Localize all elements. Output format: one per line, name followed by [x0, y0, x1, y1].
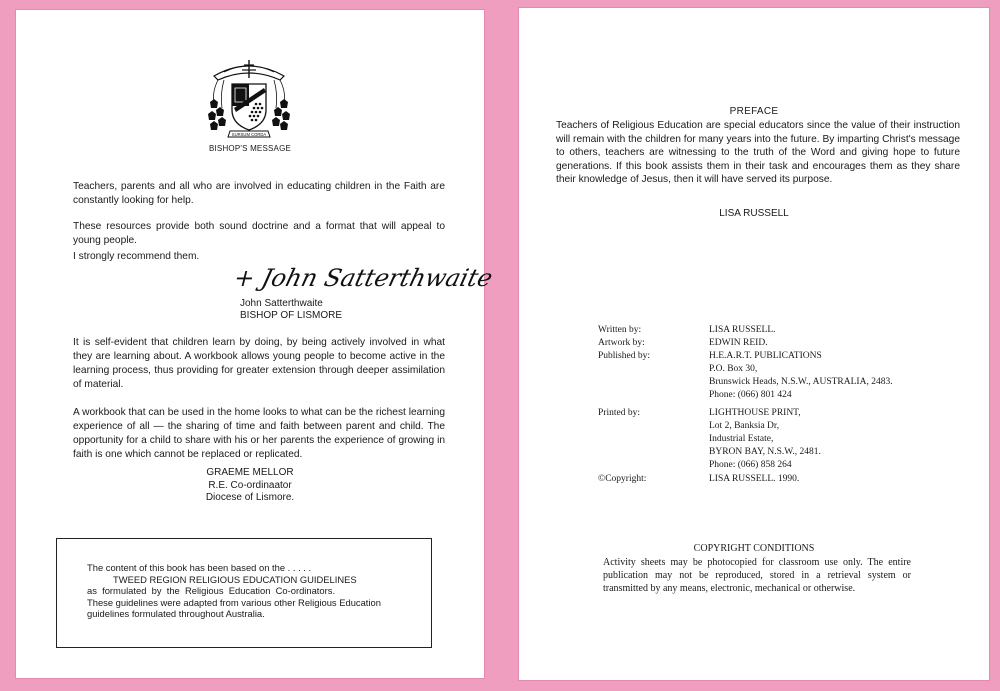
- printed-by-label: Printed by:: [598, 408, 640, 418]
- bishop-paragraph-1: Teachers, parents and all who are involved in educating children in the Faith are constantly looking for help.: [73, 181, 445, 206]
- copyright-conditions-text: Activity sheets may be photocopied for classroom use only. The entire publication may not be reproduced, stored in a retrieval system or transmitted by any means, electronic, mechanical or otherwise.: [603, 557, 911, 594]
- artwork-by-label: Artwork by:: [598, 338, 645, 348]
- printer-line-2: Lot 2, Banksia Dr,: [709, 421, 780, 431]
- signature-script: + John Satterthwaite: [231, 263, 496, 292]
- guidelines-line-4: These guidelines were adapted from various other Religious Education: [87, 596, 381, 608]
- guidelines-box: [56, 538, 432, 648]
- preface-heading: PREFACE: [729, 106, 779, 117]
- episcopal-crest-icon: [204, 58, 294, 140]
- coordinator-paragraph-1: It is self-evident that children learn by doing, by being actively involved in what they are learning about. A workbook allows young people to become active in the learning process, thus providing for greater extension through deeper assimilation of material.: [73, 337, 445, 390]
- preface-author: LISA RUSSELL: [719, 208, 789, 219]
- guidelines-line-5: guidelines formulated throughout Australia.: [87, 608, 265, 619]
- printer-line-4: BYRON BAY, N.S.W., 2481.: [709, 447, 821, 457]
- bishop-signature: [231, 256, 496, 296]
- publisher-line-2: P.O. Box 30,: [709, 364, 758, 374]
- guidelines-line-3: as formulated by the Religious Education Co-ordinators.: [87, 585, 336, 596]
- bishop-name: John Satterthwaite: [240, 298, 323, 309]
- printer-line-1: LIGHTHOUSE PRINT,: [709, 408, 801, 418]
- crest-motto: SURSUM CORDA: [231, 132, 267, 137]
- left-page: [16, 10, 496, 678]
- published-by-label: Published by:: [598, 351, 650, 361]
- preface-text: Teachers of Religious Education are special educators since the value of their instruction will remain with the children for many years into the future. By imparting Christ's message to others, teachers are witnessing to the truth of the Word and giving hope to future generations. If this book assists them in their task and encourages them as they share their knowledge of Jesus, then it will have served its purpose.: [556, 120, 960, 185]
- guidelines-title: TWEED REGION RELIGIOUS EDUCATION GUIDELINES: [113, 573, 357, 585]
- copyright-conditions-heading: COPYRIGHT CONDITIONS: [693, 543, 815, 554]
- bishop-paragraph-3: I strongly recommend them.: [73, 251, 200, 262]
- copyright-label: ©Copyright:: [598, 474, 647, 484]
- coordinator-paragraph-2: A workbook that can be used in the home looks to what can be the richest learning experience of all — the sharing of time and faith between parent and child. The opportunity for a child to share with his or her parents the experience of growing in faith is one which cannot be replaced or replicated.: [73, 407, 445, 460]
- coordinator-diocese: Diocese of Lismore.: [205, 492, 295, 503]
- guidelines-line-1: The content of this book has been based on the . . . . .: [87, 562, 312, 573]
- coordinator-name: GRAEME MELLOR: [206, 467, 294, 478]
- coordinator-role: R.E. Co-ordinaator: [208, 479, 292, 491]
- publisher-line-1: H.E.A.R.T. PUBLICATIONS: [709, 351, 822, 361]
- written-by-value: LISA RUSSELL.: [709, 325, 776, 335]
- publisher-line-3: Brunswick Heads, N.S.W., AUSTRALIA, 2483.: [709, 377, 893, 387]
- right-page: [519, 8, 989, 680]
- bishop-title: BISHOP OF LISMORE: [240, 310, 343, 321]
- printer-line-5: Phone: (066) 858 264: [709, 460, 792, 470]
- bishop-message-heading: BISHOP'S MESSAGE: [208, 144, 292, 153]
- printer-line-3: Industrial Estate,: [709, 434, 774, 444]
- copyright-value: LISA RUSSELL. 1990.: [709, 474, 800, 484]
- artwork-by-value: EDWIN REID.: [709, 338, 768, 348]
- written-by-label: Written by:: [598, 325, 642, 335]
- bishop-paragraph-2: These resources provide both sound doctrine and a format that will appeal to young people.: [73, 221, 445, 246]
- publisher-line-4: Phone: (066) 801 424: [709, 390, 792, 400]
